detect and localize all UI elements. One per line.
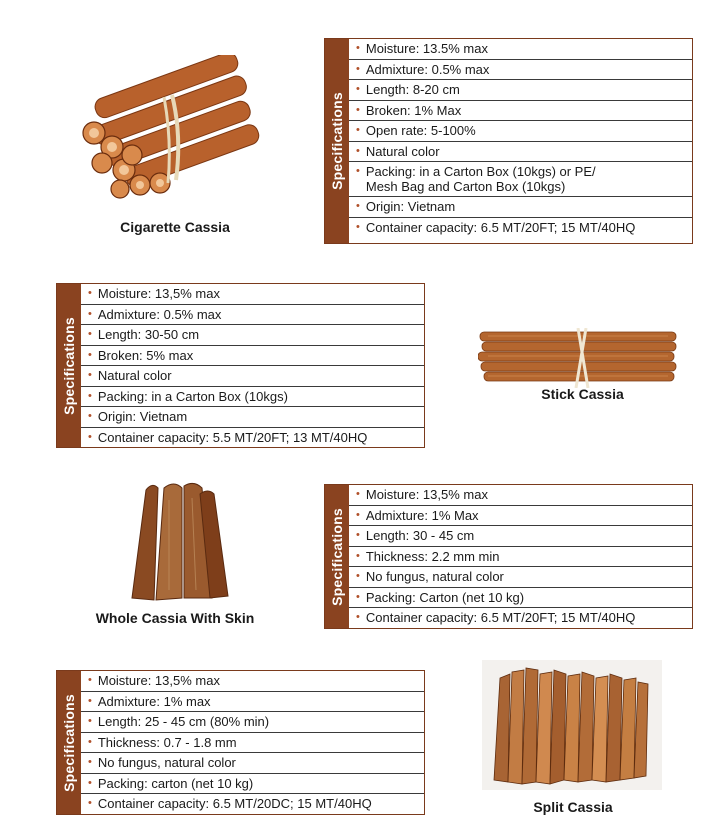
spec-row: • Broken: 1% Max	[349, 101, 692, 122]
spec-row: • Natural color	[349, 142, 692, 163]
spec-row: • Length: 8-20 cm	[349, 80, 692, 101]
product-name: Whole Cassia With Skin	[95, 610, 255, 626]
spec-row: • Packing: in a Carton Box (10kgs)	[81, 387, 424, 408]
whole-cassia-bark-icon	[124, 480, 234, 605]
spec-row: • Thickness: 2.2 mm min	[349, 547, 692, 568]
spec-row: • Length: 30 - 45 cm	[349, 526, 692, 547]
spec-row: • Origin: Vietnam	[81, 407, 424, 428]
spec-row: • No fungus, natural color	[349, 567, 692, 588]
spec-row: • Broken: 5% max	[81, 346, 424, 367]
spec-row: • Moisture: 13,5% max	[81, 284, 424, 305]
spec-row: • Packing: in a Carton Box (10kgs) or PE/ Mesh Bag and Carton Box (10kgs)	[349, 162, 692, 197]
rolled-cinnamon-bundle-icon	[72, 55, 272, 205]
spec-row: • Moisture: 13,5% max	[81, 671, 424, 692]
cinnamon-stick-bundle-icon	[478, 328, 678, 388]
specifications-table	[324, 484, 693, 629]
specifications-heading: Specifications	[325, 485, 349, 628]
product-name: Stick Cassia	[541, 386, 624, 402]
spec-row: • Length: 25 - 45 cm (80% min)	[81, 712, 424, 733]
spec-row: • Open rate: 5-100%	[349, 121, 692, 142]
spec-row: • Admixture: 0.5% max	[81, 305, 424, 326]
spec-row: • Moisture: 13,5% max	[349, 485, 692, 506]
spec-row: • Container capacity: 5.5 MT/20FT; 13 MT/40HQ	[88, 429, 368, 445]
spec-row: • Packing: carton (net 10 kg)	[81, 774, 424, 795]
spec-row: • Thickness: 0.7 - 1.8 mm	[81, 733, 424, 754]
spec-row: • Container capacity: 6.5 MT/20FT; 15 MT/40HQ	[356, 219, 636, 235]
spec-row: • Container capacity: 6.5 MT/20FT; 15 MT/40HQ	[356, 610, 636, 625]
spec-row: • Container capacity: 6.5 MT/20DC; 15 MT/40HQ	[88, 796, 372, 811]
specifications-heading: Specifications	[57, 671, 81, 814]
spec-row: • Admixture: 1% Max	[349, 506, 692, 527]
spec-row: • Natural color	[81, 366, 424, 387]
split-cassia-bark-icon	[482, 660, 662, 790]
product-name: Split Cassia	[533, 799, 613, 815]
spec-row: • Origin: Vietnam	[349, 197, 692, 218]
spec-row: • Length: 30-50 cm	[81, 325, 424, 346]
product-name: Cigarette Cassia	[120, 219, 230, 235]
specifications-table	[56, 670, 425, 815]
specifications-heading: Specifications	[57, 284, 81, 447]
spec-row: • Moisture: 13.5% max	[349, 39, 692, 60]
specifications-heading: Specifications	[325, 39, 349, 243]
specifications-table	[324, 38, 693, 244]
spec-row: • Packing: Carton (net 10 kg)	[349, 588, 692, 609]
specifications-table	[56, 283, 425, 448]
spec-row: • No fungus, natural color	[81, 753, 424, 774]
spec-row: • Admixture: 0.5% max	[349, 60, 692, 81]
spec-row: • Admixture: 1% max	[81, 692, 424, 713]
